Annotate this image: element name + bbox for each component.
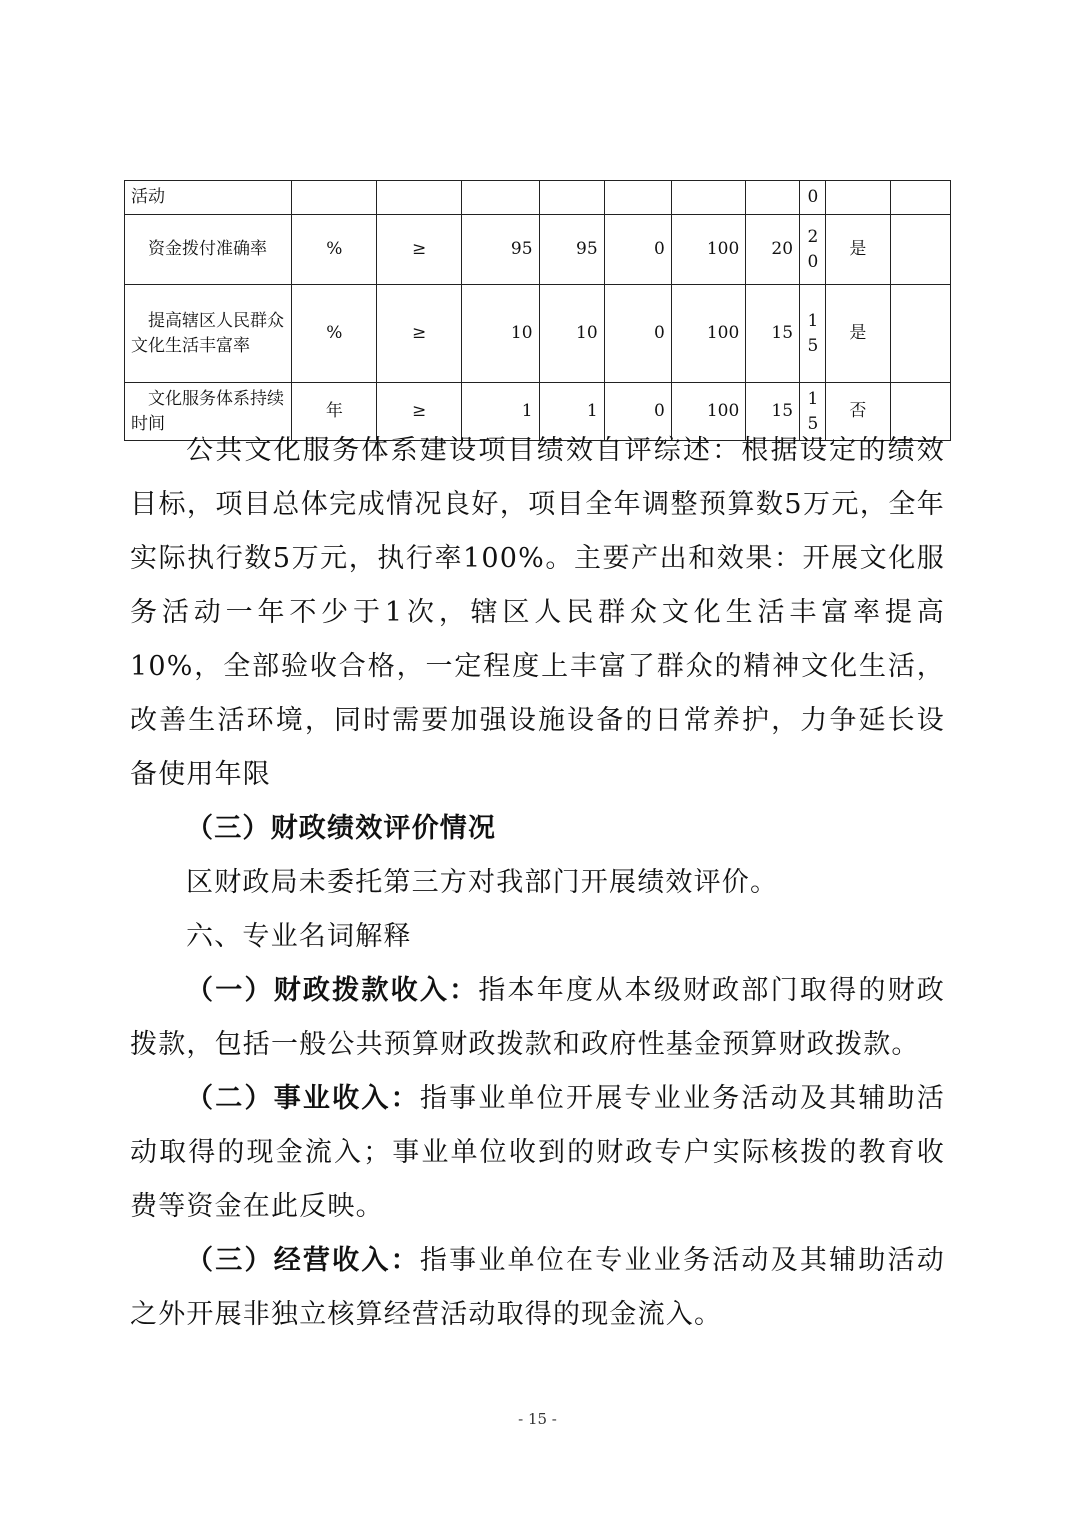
weight-cell: 15	[746, 285, 800, 383]
table-row	[125, 181, 951, 215]
indicator-name-cell: 活动	[125, 181, 292, 215]
operator-cell: ≥	[377, 285, 462, 383]
indicator-name-cell: 资金拨付准确率	[125, 215, 292, 285]
operator-cell: ≥	[377, 215, 462, 285]
performance-indicator-table	[124, 180, 951, 441]
completion-rate-cell: 100	[671, 215, 745, 285]
actual-value-cell: 1	[539, 383, 604, 441]
operator-cell	[377, 181, 462, 215]
target-value-cell: 95	[462, 215, 540, 285]
actual-value-cell	[539, 181, 604, 215]
completion-rate-cell: 100	[671, 285, 745, 383]
term-operating-income	[130, 1234, 945, 1342]
completion-rate-cell	[671, 181, 745, 215]
project-summary: 公共文化服务体系建设项目绩效自评综述：根据设定的绩效目标，项目总体完成情况良好，项目全年调整预算数5万元，全年实际执行数5万元，执行率100%。主要产出和效果：开展文化服务活动一年不少于1次，辖区人民群众文化生活丰富率提高10%，全部验收合格，一定程度上丰富了群众的精神文化生活，改善生活环境，同时需要加强设施设备的日常养护，力争延长设备使用年限	[130, 435, 945, 790]
term-label: （二）事业收入：	[186, 1083, 420, 1114]
term-fiscal-appropriation	[130, 964, 945, 1072]
score-cell	[800, 285, 826, 383]
note-cell	[890, 181, 950, 215]
page-number: - 15 -	[518, 1410, 557, 1428]
achieved-cell	[825, 181, 890, 215]
deviation-cell: 0	[604, 285, 671, 383]
operator-cell: ≥	[377, 383, 462, 441]
section-6-heading: 六、专业名词解释	[186, 921, 412, 952]
achieved-cell: 否	[825, 383, 890, 441]
achieved-cell: 是	[825, 215, 890, 285]
term-definition: 指本年度从本级财政部门取得的财政拨款，包括一般公共预算财政拨款和政府性基金预算财政拨款。	[130, 975, 946, 1060]
target-value-cell: 10	[462, 285, 540, 383]
completion-rate-cell: 100	[671, 383, 745, 441]
section-3-heading: （三）财政绩效评价情况	[186, 813, 497, 844]
score-value: 15	[807, 388, 819, 434]
weight-cell	[746, 181, 800, 215]
term-definition: 指事业单位在专业业务活动及其辅助活动之外开展非独立核算经营活动取得的现金流入。	[130, 1245, 945, 1330]
deviation-cell: 0	[604, 215, 671, 285]
term-label: （三）经营收入：	[186, 1245, 420, 1276]
deviation-cell: 0	[604, 383, 671, 441]
actual-value-cell: 95	[539, 215, 604, 285]
deviation-cell	[604, 181, 671, 215]
term-business-income	[130, 1072, 945, 1234]
table-row	[125, 215, 951, 285]
term-definition: 指事业单位开展专业业务活动及其辅助活动取得的现金流入；事业单位收到的财政专户实际核拨的教育收费等资金在此反映。	[130, 1083, 945, 1222]
term-label: （一）财政拨款收入：	[186, 975, 479, 1006]
score-value: 15	[807, 310, 819, 356]
table-row	[125, 285, 951, 383]
indicator-name-cell: 文化服务体系持续时间	[125, 383, 292, 441]
score-cell	[800, 181, 826, 215]
weight-cell: 15	[746, 383, 800, 441]
target-value-cell: 1	[462, 383, 540, 441]
note-cell	[890, 285, 950, 383]
actual-value-cell: 10	[539, 285, 604, 383]
section-3-text: 区财政局未委托第三方对我部门开展绩效评价。	[186, 867, 779, 898]
note-cell	[890, 215, 950, 285]
unit-cell	[292, 181, 377, 215]
score-value: 20	[807, 226, 819, 272]
score-cell	[800, 215, 826, 285]
score-value: 0	[807, 187, 819, 207]
target-value-cell	[462, 181, 540, 215]
unit-cell: %	[292, 215, 377, 285]
weight-cell: 20	[746, 215, 800, 285]
unit-cell: %	[292, 285, 377, 383]
unit-cell: 年	[292, 383, 377, 441]
indicator-name-cell: 提高辖区人民群众文化生活丰富率	[125, 285, 292, 383]
achieved-cell: 是	[825, 285, 890, 383]
